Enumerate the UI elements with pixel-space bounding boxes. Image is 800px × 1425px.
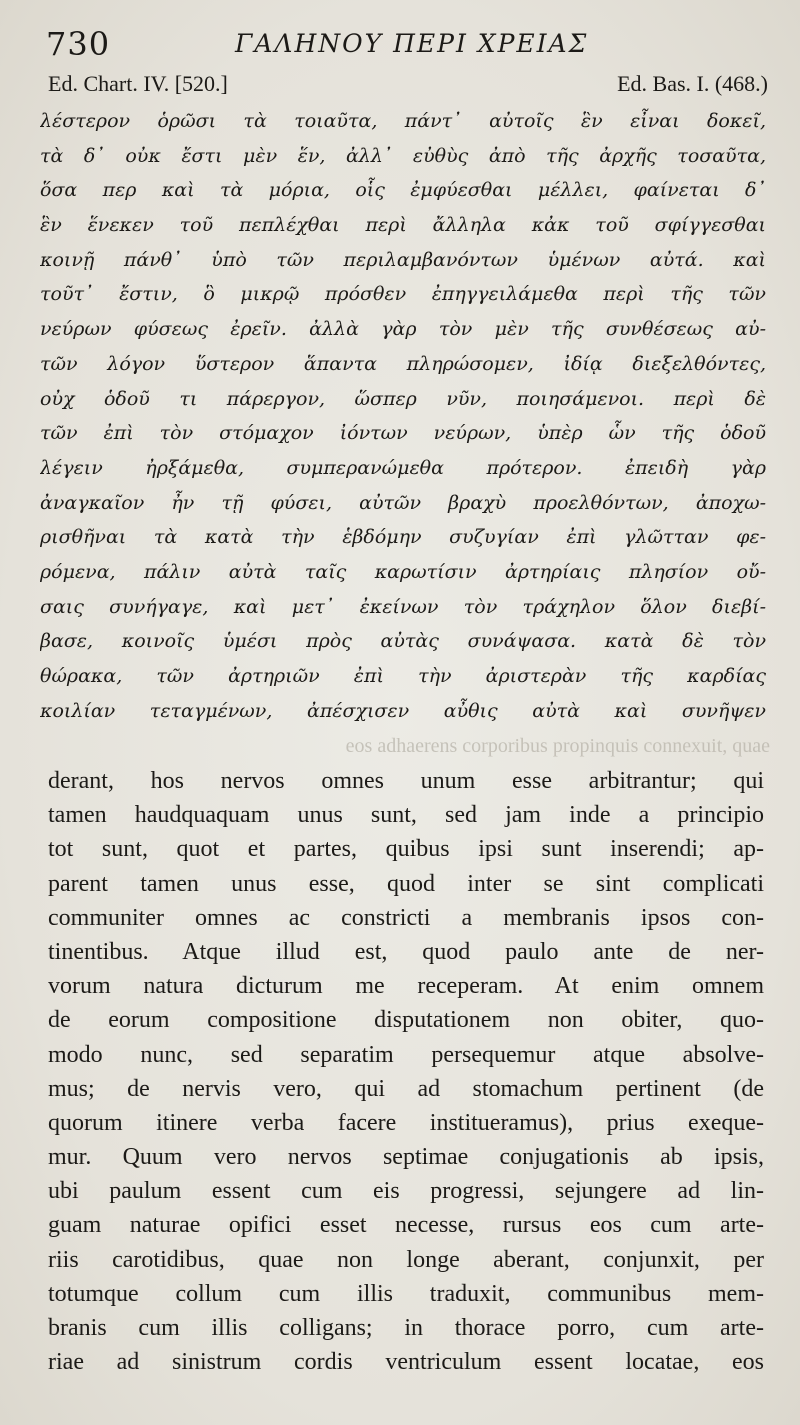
latin-line: totumque collum cum illis traduxit, communibus mem- — [48, 1280, 764, 1307]
latin-line: tinentibus. Atque illud est, quod paulo ante de ner- — [48, 938, 764, 965]
page-header — [40, 24, 780, 64]
greek-line: λέγειν ἠρξάμεθα, συμπερανώμεθα πρότερον. ἐπειδὴ γὰρ — [40, 456, 766, 479]
greek-line: τὰ δ᾽ οὐκ ἔστι μὲν ἕν, ἀλλ᾽ εὐθὺς ἀπὸ τῆς ἀρχῆς τοσαῦτα, — [40, 144, 766, 167]
edition-basel: Ed. Bas. I. (468.) — [617, 71, 768, 96]
greek-line: θώρακα, τῶν ἀρτηριῶν ἐπὶ τὴν ἀριστερὰν τῆς καρδίας — [40, 665, 766, 687]
latin-line: de eorum compositione disputationem non obiter, quo- — [48, 1007, 764, 1034]
latin-line: mur. Quum vero nervos septimae conjugationis ab ipsis, — [48, 1144, 764, 1171]
greek-line: ὅσα περ καὶ τὰ μόρια, οἷς ἐμφύεσθαι μέλλει, φαίνεται δ᾽ — [40, 179, 766, 202]
greek-line: οὐχ ὁδοῦ τι πάρεργον, ὥσπερ νῦν, ποιησάμενοι. περὶ δὲ — [40, 387, 766, 410]
latin-line: vorum natura dicturum me receperam. At enim omnem — [48, 973, 764, 1000]
latin-line: guam naturae opifici esset necesse, rursus eos cum arte- — [48, 1212, 764, 1239]
greek-text-block — [40, 104, 766, 728]
edition-references — [48, 68, 768, 100]
greek-line: ἓν ἕνεκεν τοῦ πεπλέχθαι περὶ ἄλληλα κἀκ τοῦ σφίγγεσθαι — [40, 214, 766, 237]
greek-line: τῶν λόγον ὕστερον ἅπαντα πληρώσομεν, ἰδίᾳ διεξελθόντες, — [40, 352, 766, 375]
latin-line: mus; de nervis vero, qui ad stomachum pertinent (de — [48, 1075, 764, 1102]
greek-line: ἀναγκαῖον ἦν τῇ φύσει, αὐτῶν βραχὺ προελθόντων, ἀποχω- — [40, 491, 766, 514]
latin-line: branis cum illis colligans; in thorace porro, cum arte- — [48, 1315, 764, 1341]
greek-line: τοῦτ᾽ ἔστιν, ὃ μικρῷ πρόσθεν ἐπηγγειλάμεθα περὶ τῆς τῶν — [40, 283, 766, 306]
latin-line: riis carotidibus, quae non longe aberant, conjunxit, per — [48, 1246, 764, 1273]
greek-line: ρισθῆναι τὰ κατὰ τὴν ἑβδόμην συζυγίαν ἐπὶ γλῶτταν φε- — [40, 526, 766, 549]
running-title: ΓΑΛΗΝΟΥ ΠΕΡΙ ΧΡΕΙΑΣ — [235, 29, 589, 58]
greek-line: βασε, κοινοῖς ὑμέσι πρὸς αὐτὰς συνάψασα. κατὰ δὲ τὸν — [40, 630, 766, 653]
greek-line: νεύρων φύσεως ἐρεῖν. ἀλλὰ γὰρ τὸν μὲν τῆς συνθέσεως αὐ- — [40, 318, 766, 341]
page-number: 730 — [46, 25, 111, 63]
latin-line: tamen haudquaquam unus sunt, sed jam inde a principio — [48, 802, 764, 829]
edition-chartier: Ed. Chart. IV. [520.] — [48, 71, 228, 96]
greek-line: σαις συνήγαγε, καὶ μετ᾽ ἐκείνων τὸν τράχηλον ὅλον διεβί- — [40, 595, 766, 618]
latin-line: parent tamen unus esse, quod inter se sint complicati — [48, 870, 764, 897]
greek-line: ρόμενα, πάλιν αὐτὰ ταῖς καρωτίσιν ἀρτηρίαις πλησίον οὔ- — [40, 560, 766, 583]
latin-line: quorum itinere verba facere institueramus), prius exeque- — [48, 1109, 764, 1136]
latin-line: riae ad sinistrum cordis ventriculum essent locatae, eos — [48, 1349, 764, 1376]
latin-text-block — [48, 764, 764, 1379]
greek-line: κοιλίαν τεταγμένων, ἀπέσχισεν αὖθις αὐτὰ καὶ συνῆψεν — [40, 699, 766, 722]
latin-line: modo nunc, sed separatim persequemur atque absolve- — [48, 1041, 764, 1068]
latin-line: derant, hos nervos omnes unum esse arbitrantur; qui — [48, 768, 764, 794]
greek-line: κοινῇ πάνθ᾽ ὑπὸ τῶν περιλαμβανόντων ὑμένων αὐτά. καὶ — [40, 248, 766, 271]
show-through-text: eos adhaerens corporibus propinquis connexuit, quae — [345, 735, 770, 757]
latin-line: communiter omnes ac constricti a membranis ipsos con- — [48, 904, 764, 931]
greek-line: λέστερον ὁρῶσι τὰ τοιαῦτα, πάντ᾽ αὐτοῖς ἓν εἶναι δοκεῖ, — [40, 110, 766, 132]
latin-line: tot sunt, quot et partes, quibus ipsi sunt inserendi; ap- — [48, 836, 764, 863]
latin-line: ubi paulum essent cum eis progressi, sejungere ad lin- — [48, 1178, 764, 1205]
greek-line: τῶν ἐπὶ τὸν στόμαχον ἰόντων νεύρων, ὑπὲρ ὧν τῆς ὁδοῦ — [40, 422, 766, 445]
